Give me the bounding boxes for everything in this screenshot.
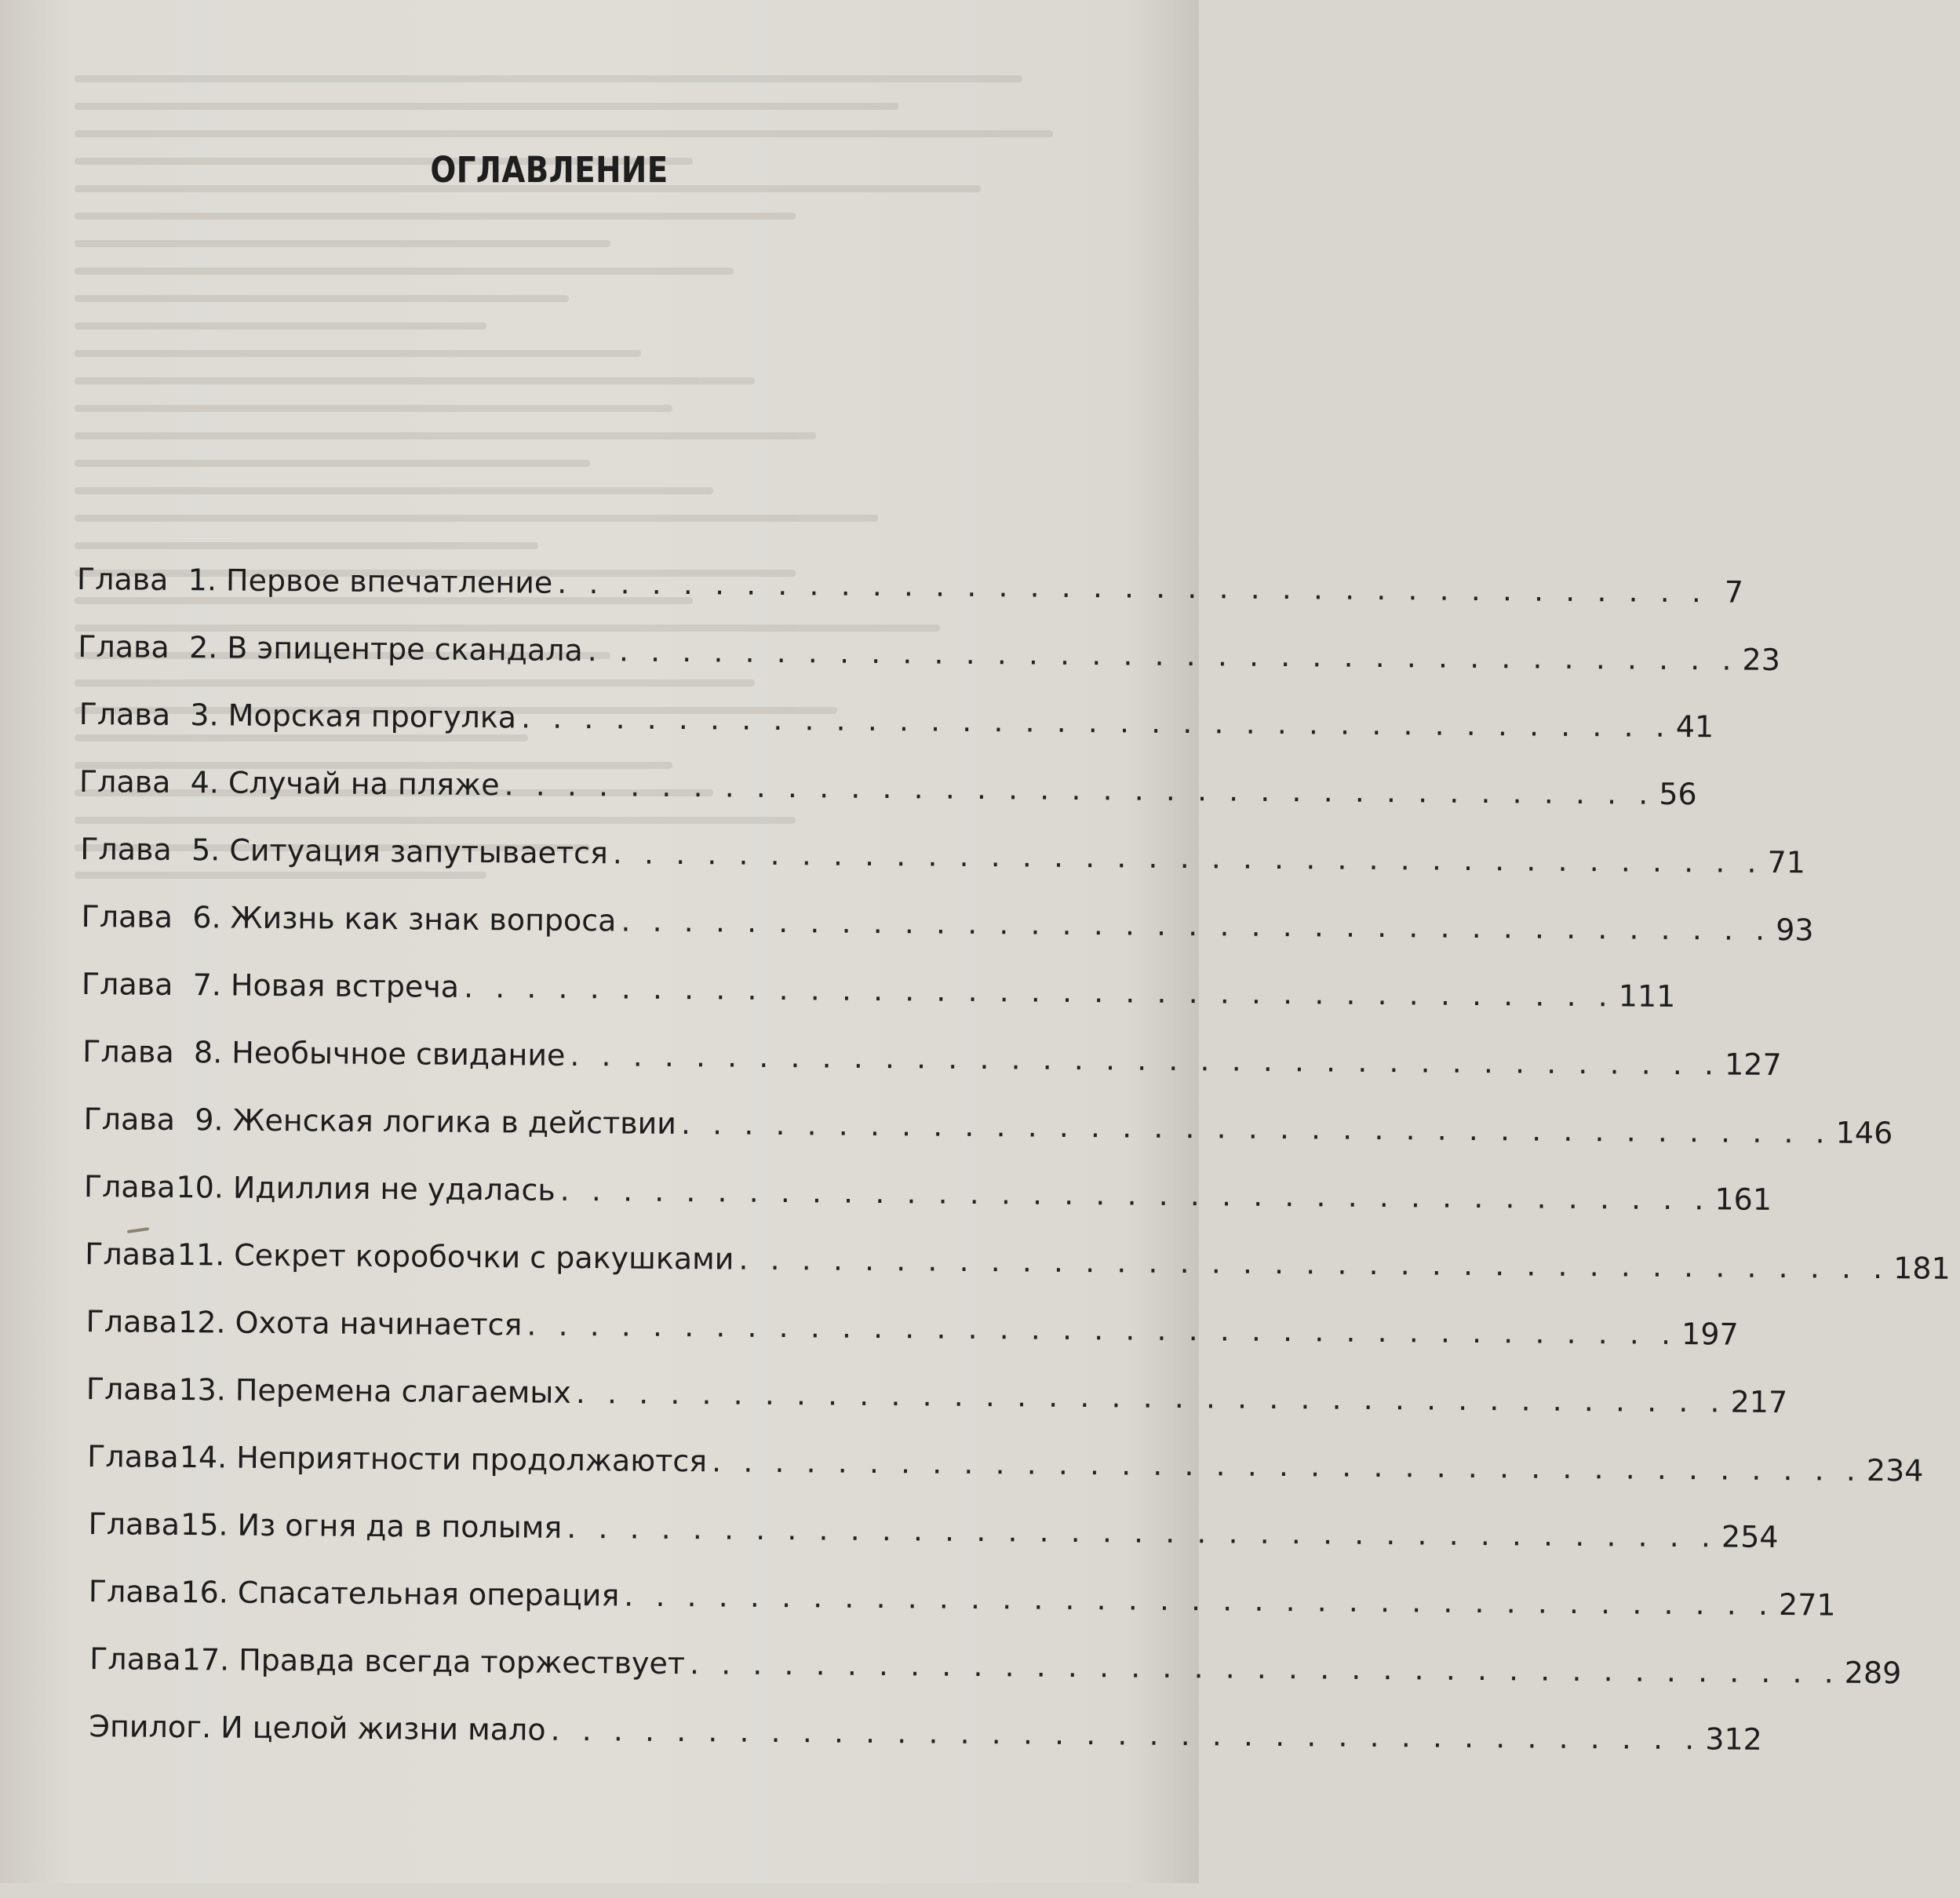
chapter-label: Глава bbox=[83, 1169, 176, 1204]
dot-leader: . . . . . . . . . . . . . . . . . . . . . . . . . . . . . . . . . . . . . bbox=[520, 700, 1671, 744]
dot-leader: . . . . . . . . . . . . . . . . . . . . . . . . . . . . . . . . . . . . . bbox=[463, 969, 1614, 1014]
dot-leader: . . . . . . . . . . . . . . . . . . . . . . . . . . . . . . . . . . . . . bbox=[504, 767, 1655, 811]
chapter-number: 8. bbox=[193, 1035, 223, 1070]
toc-entry-6 bbox=[81, 887, 1814, 948]
toc-entry-9 bbox=[83, 1089, 1893, 1151]
epilogue-title: Эпилог. И целой жизни мало bbox=[89, 1709, 546, 1747]
page-number: 217 bbox=[1730, 1384, 1788, 1420]
page-number: 197 bbox=[1681, 1317, 1739, 1352]
dot-leader: . . . . . . . . . . . . . . . . . . . . . . . . . . . . . . . . . . . . . bbox=[689, 1646, 1840, 1690]
page-number: 161 bbox=[1714, 1182, 1772, 1217]
chapter-label: Глава bbox=[80, 832, 172, 867]
chapter-label: Глава bbox=[81, 899, 173, 934]
chapter-label: Глава bbox=[81, 967, 173, 1002]
chapter-label: Глава bbox=[86, 1372, 178, 1408]
chapter-title: В эпицентре скандала bbox=[227, 630, 583, 668]
chapter-title: Жизнь как знак вопроса bbox=[230, 900, 617, 938]
dot-leader: . . . . . . . . . . . . . . . . . . . . . . . . . . . . . . . . . . . . . bbox=[570, 1037, 1721, 1082]
chapter-number: 3. bbox=[190, 698, 219, 733]
dot-leader: . . . . . . . . . . . . . . . . . . . . . . . . . . . . . . . . . . . . . bbox=[587, 633, 1738, 677]
toc-entry-4 bbox=[78, 752, 1697, 812]
chapter-number: 7. bbox=[192, 967, 222, 1003]
chapter-title: Морская прогулка bbox=[228, 698, 517, 735]
dot-leader: . . . . . . . . . . . . . . . . . . . . . . . . . . . . . . . . . . . . . bbox=[738, 1241, 1889, 1286]
chapter-label: Глава bbox=[87, 1439, 179, 1475]
chapter-number: 6. bbox=[192, 900, 221, 935]
toc-entry-16 bbox=[88, 1561, 1836, 1623]
page-number: 289 bbox=[1844, 1655, 1902, 1691]
chapter-label: Глава bbox=[78, 697, 171, 732]
toc-entry-17 bbox=[89, 1629, 1902, 1691]
page-number: 271 bbox=[1778, 1587, 1836, 1623]
chapter-number: 16. bbox=[180, 1575, 229, 1610]
page-number: 146 bbox=[1835, 1115, 1893, 1151]
chapter-title: Случай на пляже bbox=[228, 765, 500, 803]
toc-entry-3 bbox=[78, 684, 1714, 745]
chapter-title: Идиллия не удалась bbox=[232, 1170, 556, 1208]
toc-entry-12 bbox=[86, 1291, 1739, 1352]
dot-leader: . . . . . . . . . . . . . . . . . . . . . . . . . . . . . . . . . . . . . bbox=[621, 903, 1772, 947]
chapter-title: Охота начинается bbox=[235, 1305, 523, 1342]
chapter-number: 4. bbox=[190, 765, 220, 800]
chapter-number: 11. bbox=[177, 1237, 225, 1273]
chapter-label: Глава bbox=[88, 1506, 180, 1543]
chapter-title: Правда всегда торжествует bbox=[239, 1642, 686, 1681]
chapter-title: Из огня да в полымя bbox=[237, 1507, 563, 1545]
chapter-number: 1. bbox=[188, 563, 217, 598]
chapter-number: 14. bbox=[179, 1440, 228, 1475]
page-number: 234 bbox=[1866, 1452, 1924, 1488]
chapter-label: Глава bbox=[82, 1034, 174, 1069]
toc-entry-14 bbox=[87, 1426, 1924, 1488]
chapter-label: Глава bbox=[86, 1304, 178, 1340]
chapter-title: Первое впечатление bbox=[225, 563, 553, 600]
page-number: 71 bbox=[1767, 844, 1806, 880]
toc-entry-1 bbox=[76, 549, 1744, 610]
chapter-title: Секрет коробочки с ракушками bbox=[234, 1237, 734, 1277]
toc-entry-epilogue bbox=[89, 1696, 1762, 1757]
dot-leader: . . . . . . . . . . . . . . . . . . . . . . . . . . . . . . . . . . . . . bbox=[711, 1444, 1863, 1488]
page-number: 312 bbox=[1705, 1721, 1762, 1757]
dot-leader: . . . . . . . . . . . . . . . . . . . . . . . . . . . . . . . . . . . . . bbox=[624, 1578, 1775, 1623]
chapter-title: Перемена слагаемых bbox=[235, 1372, 572, 1410]
dot-leader: . . . . . . . . . . . . . . . . . . . . . . . . . . . . . . . . . . . . . bbox=[680, 1106, 1831, 1150]
dot-leader: . . . . . . . . . . . . . . . . . . . . . . . . . . . . . . . . . . . . . bbox=[559, 1172, 1710, 1217]
chapter-number: 5. bbox=[191, 832, 220, 868]
chapter-number: 15. bbox=[180, 1507, 228, 1543]
toc-entry-7 bbox=[81, 954, 1676, 1015]
chapter-title: Неприятности продолжаются bbox=[236, 1440, 708, 1479]
page-number: 7 bbox=[1724, 574, 1744, 610]
chapter-title: Женская логика в действии bbox=[232, 1102, 677, 1142]
toc-entry-10 bbox=[83, 1157, 1772, 1217]
chapter-number: 2. bbox=[188, 630, 218, 665]
dot-leader: . . . . . . . . . . . . . . . . . . . . . . . . . . . . . . . . . . . . . bbox=[567, 1510, 1718, 1554]
dot-leader: . . . . . . . . . . . . . . . . . . . . . . . . . . . . . . . . . . . . . bbox=[575, 1375, 1726, 1419]
dot-leader: . . . . . . . . . . . . . . . . . . . . . . . . . . . . . . . . . . . . . bbox=[557, 565, 1708, 610]
toc-entry-11 bbox=[85, 1224, 1951, 1286]
toc-entry-2 bbox=[78, 617, 1781, 678]
page-number: 127 bbox=[1724, 1047, 1782, 1083]
chapter-label: Глава bbox=[78, 628, 169, 665]
page-title: ОГЛАВЛЕНИЕ bbox=[430, 149, 669, 191]
chapter-label: Глава bbox=[89, 1641, 181, 1678]
chapter-title: Новая встреча bbox=[230, 967, 460, 1004]
chapter-title: Ситуация запутывается bbox=[229, 832, 609, 871]
chapter-label: Глава bbox=[88, 1574, 180, 1610]
dot-leader: . . . . . . . . . . . . . . . . . . . . . . . . . . . . . . . . . . . . . bbox=[526, 1307, 1678, 1352]
page-number: 56 bbox=[1659, 776, 1697, 812]
page-number: 41 bbox=[1675, 709, 1714, 745]
toc-entry-15 bbox=[88, 1494, 1779, 1555]
chapter-number: 17. bbox=[181, 1642, 230, 1678]
chapter-title: Необычное свидание bbox=[231, 1035, 566, 1073]
chapter-number: 13. bbox=[178, 1372, 227, 1408]
dot-leader: . . . . . . . . . . . . . . . . . . . . . . . . . . . . . . . . . . . . . bbox=[550, 1712, 1701, 1757]
chapter-number: 10. bbox=[176, 1170, 224, 1205]
page-number: 93 bbox=[1776, 913, 1814, 948]
toc-entry-5 bbox=[80, 819, 1806, 880]
page-number: 23 bbox=[1742, 642, 1781, 678]
chapter-label: Глава bbox=[76, 561, 169, 597]
toc-entry-13 bbox=[86, 1359, 1788, 1420]
chapter-label: Глава bbox=[85, 1237, 177, 1273]
page-number: 254 bbox=[1721, 1519, 1779, 1555]
toc-entry-8 bbox=[82, 1022, 1782, 1083]
page-number: 181 bbox=[1893, 1251, 1951, 1286]
chapter-label: Глава bbox=[78, 764, 171, 800]
chapter-label: Глава bbox=[83, 1102, 176, 1137]
chapter-title: Спасательная операция bbox=[237, 1575, 620, 1613]
chapter-number: 12. bbox=[177, 1305, 226, 1340]
page-number: 111 bbox=[1618, 978, 1676, 1015]
dot-leader: . . . . . . . . . . . . . . . . . . . . . . . . . . . . . . . . . . . . . bbox=[612, 836, 1763, 880]
chapter-number: 9. bbox=[195, 1102, 224, 1138]
